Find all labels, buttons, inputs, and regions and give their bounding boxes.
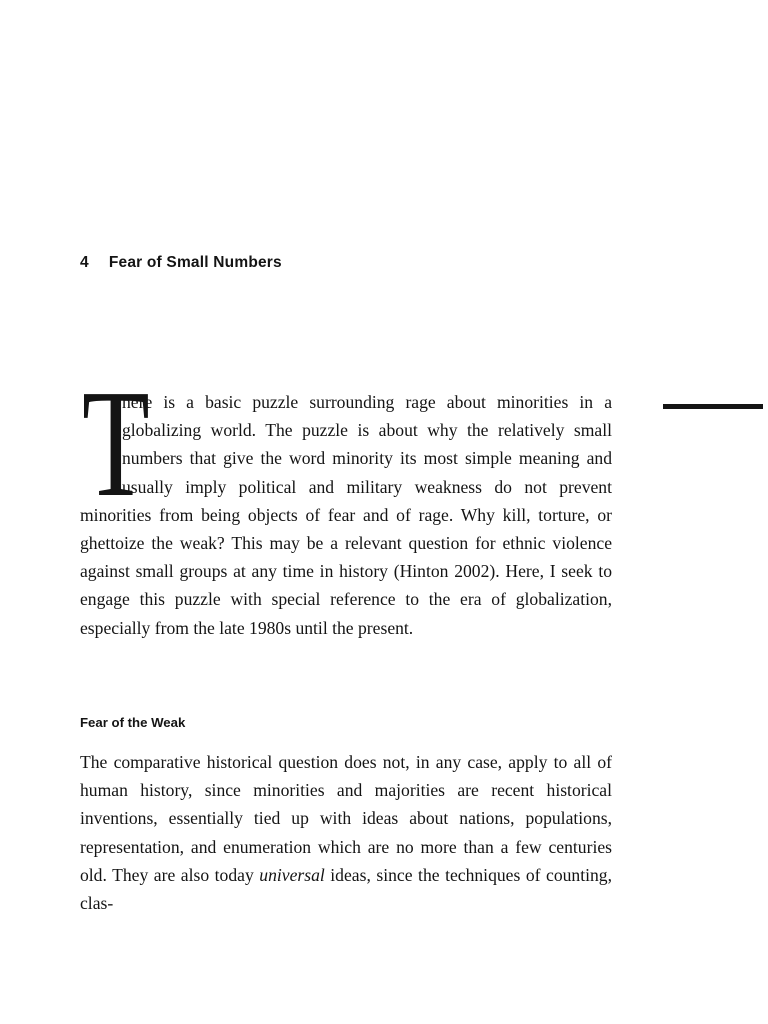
margin-rule [663,404,763,409]
chapter-number: 4 [80,254,89,271]
intro-paragraph [80,359,612,642]
section-heading: Fear of the Weak [80,715,186,730]
drop-cap: T [82,359,149,529]
body-paragraph [80,748,612,917]
emphasis-universal: universal [259,864,325,885]
chapter-heading [80,254,282,272]
chapter-title: Fear of Small Numbers [108,254,282,271]
intro-text: here is a basic puzzle surrounding rage about minorities in a globalizing world. The puzzle is about why the relatively small numbers that give the word minority its most simple meaning and usually imply political and military weakness do not prevent minorities from being objects of fear and of rage. Why kill, torture, or ghettoize the weak? This may be a relevant question for ethnic violence against small groups at any time in history (Hinton 2002). Here, I seek to engage this puzzle with special reference to the era of globalization, especially from the late 1980s until the present. [80,392,612,638]
body-text-start: The comparative historical question does not, in any case, apply to all of human history, since minorities and majorities are recent historical inventions, essentially tied up with ideas about nations, populations, representation, and enumeration which are no more than a few centuries old. They are also today [80,752,612,885]
body-text-end: ideas, since the techniques of counting, clas- [80,864,613,914]
